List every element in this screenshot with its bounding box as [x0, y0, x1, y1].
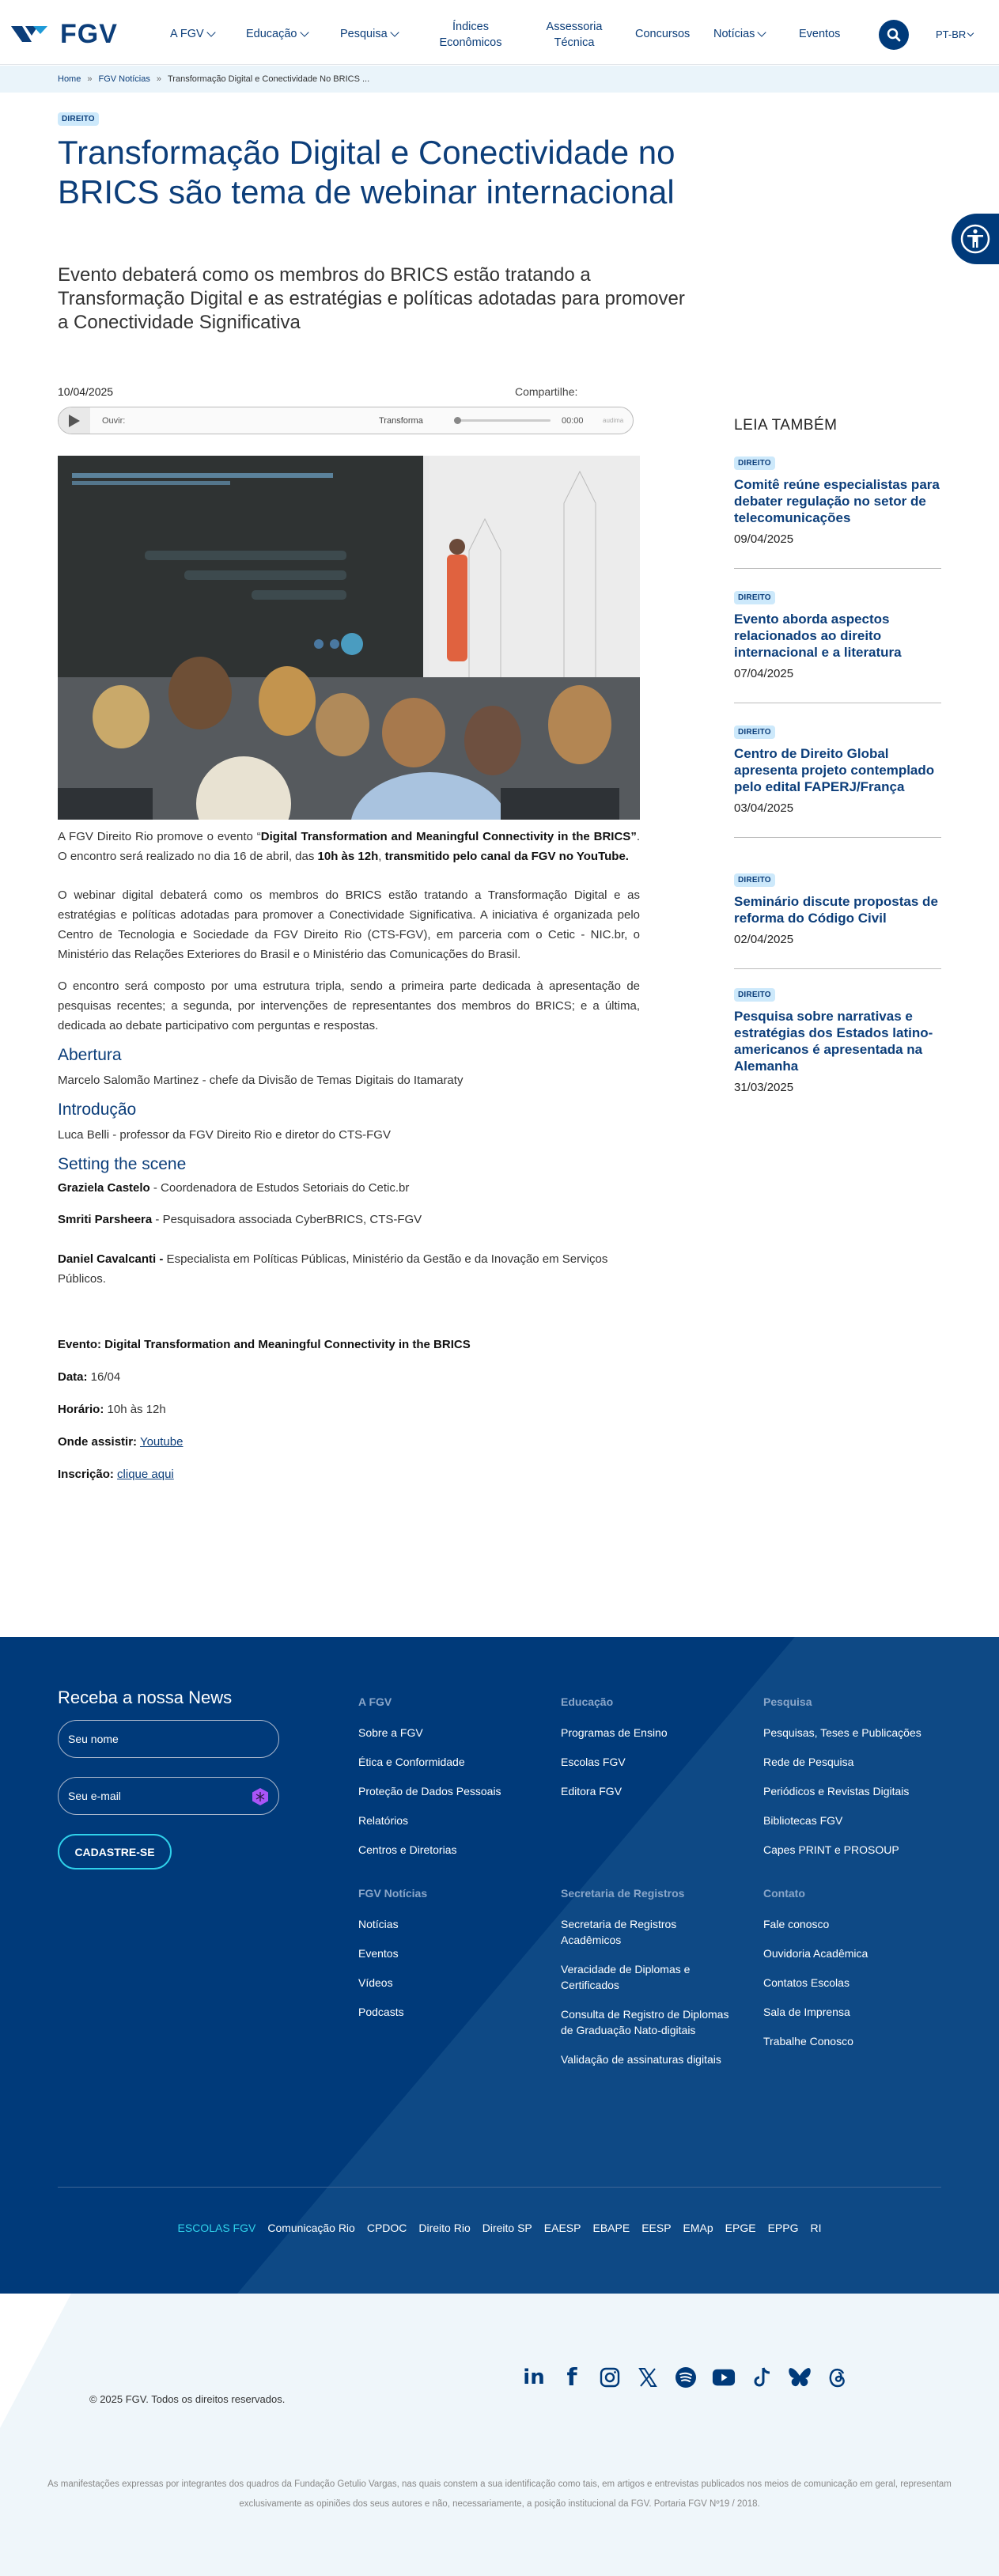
school-link[interactable]: RI [810, 2222, 822, 2234]
schools-bar [0, 2222, 999, 2234]
school-link[interactable]: Comunicação Rio [267, 2222, 355, 2234]
fgv-logo[interactable] [11, 21, 118, 47]
footer-link[interactable]: Rede de Pesquisa [763, 1756, 854, 1768]
player-brand: audima [603, 417, 624, 424]
nav-assessoria-tecnica[interactable] [538, 19, 611, 51]
footer-link[interactable]: Centros e Diretorias [358, 1843, 457, 1856]
school-link[interactable]: EPGE [725, 2222, 756, 2234]
footer-link[interactable]: Escolas FGV [561, 1756, 626, 1768]
nav-label: Assessoria Técnica [546, 21, 603, 49]
related-article-date: 02/04/2025 [734, 933, 794, 946]
footer-link[interactable]: Notícias [358, 1918, 399, 1930]
footer-link[interactable]: Proteção de Dados Pessoais [358, 1785, 501, 1798]
info-label: Inscrição: [58, 1468, 114, 1481]
footer-link[interactable]: Fale conosco [763, 1918, 830, 1930]
footer-col-secretaria [561, 1887, 735, 2081]
x-icon[interactable] [636, 2366, 660, 2389]
register-link[interactable]: clique aqui [117, 1468, 174, 1481]
language-label: PT-BR [936, 28, 967, 40]
event-audience-photo [58, 456, 640, 820]
play-button[interactable] [59, 407, 90, 434]
nav-label: Eventos [799, 28, 841, 40]
info-label: Data: [58, 1370, 88, 1384]
speaker-role: - Pesquisadora associada CyberBRICS, CTS-FGV [152, 1213, 422, 1226]
related-article-title[interactable]: Comitê reúne especialistas para debater regulação no setor de telecomunicações [734, 477, 940, 525]
nav-label: Concursos [635, 28, 691, 40]
related-article-title[interactable]: Centro de Direito Global apresenta projeto contemplado pelo edital FAPERJ/França [734, 746, 935, 794]
related-article[interactable] [734, 589, 941, 703]
category-tag[interactable]: DIREITO [58, 112, 99, 126]
footer-link[interactable]: Sobre a FGV [358, 1726, 423, 1739]
divider [734, 568, 941, 569]
paragraph-intro [58, 827, 640, 866]
footer-link[interactable]: Editora FGV [561, 1785, 622, 1798]
youtube-icon[interactable] [712, 2366, 736, 2389]
logo-text: FGV [60, 19, 118, 49]
footer-link[interactable]: Ética e Conformidade [358, 1756, 465, 1768]
related-article[interactable] [734, 987, 941, 1094]
breadcrumb [0, 66, 999, 93]
nav-pesquisa[interactable] [340, 26, 398, 42]
related-article-date: 03/04/2025 [734, 801, 794, 815]
info-horario [58, 1400, 640, 1419]
related-article-title[interactable]: Evento aborda aspectos relacionados ao direito internacional e a literatura [734, 612, 902, 660]
chevron-down-icon [300, 28, 308, 36]
breadcrumb-current: Transformação Digital e Conectividade No BRICS ... [168, 74, 370, 84]
nav-label: A FGV [170, 28, 204, 40]
player-label: Ouvir: [102, 415, 126, 426]
footer-link[interactable]: Veracidade de Diplomas e Certificados [561, 1963, 691, 1991]
related-article[interactable] [734, 724, 941, 838]
category-tag[interactable]: DIREITO [734, 988, 775, 1002]
paragraph-2: O webinar digital debaterá como os membros do BRICS estão tratando a Transformação Digital e as estratégias e políticas adotadas para promover a Conectividade Significativa. A iniciativa é organizada pelo Centro de Tecnologia e Sociedade da FGV Direito Rio (CTS-FGV), em parceria com o Cetic - NIC.br, o Ministério das Relações Exteriores do Brasil e o Ministério das Comunicações do Brasil. [58, 888, 640, 961]
breadcrumb-separator: » [156, 74, 161, 84]
related-article-date: 31/03/2025 [734, 1081, 794, 1094]
copyright: © 2025 FGV. Todos os direitos reservados. [89, 2393, 286, 2405]
player-track-name: Transforma [379, 415, 423, 426]
footer-link[interactable]: Validação de assinaturas digitais [561, 2053, 721, 2066]
search-icon [886, 27, 902, 43]
info-label: Horário: [58, 1403, 104, 1416]
footer-col-fgv-noticias [358, 1887, 548, 2033]
info-data [58, 1367, 640, 1387]
school-link[interactable]: CPDOC [366, 2222, 407, 2234]
schools-label: ESCOLAS FGV [177, 2222, 256, 2234]
spotify-icon[interactable] [674, 2366, 698, 2389]
speaker-name: Graziela Castelo [58, 1181, 150, 1195]
nav-noticias[interactable] [713, 26, 765, 42]
footer-link[interactable]: Vídeos [358, 1976, 393, 1989]
audio-player [58, 407, 634, 434]
footer-link[interactable]: Periódicos e Revistas Digitais [763, 1785, 910, 1798]
text: A FGV Direito Rio promove o evento “ [58, 830, 261, 843]
info-evento [58, 1335, 640, 1354]
footer-col-heading: Educação [561, 1695, 614, 1708]
speaker [58, 1210, 640, 1229]
bottom-diagonal-shape [0, 2294, 95, 2452]
tiktok-icon[interactable] [750, 2366, 774, 2389]
nav-label: Notícias [713, 28, 755, 40]
paragraph-3: O encontro será composto por uma estrutura tripla, sendo a primeira parte dedicada à apresentação de pesquisas recentes; a segunda, por intervenções de representantes dos membros do BRICS; e a última, dedicada ao debate participativo com perguntas e respostas. [58, 979, 640, 1032]
school-link[interactable]: EBAPE [592, 2222, 630, 2234]
threads-icon[interactable] [826, 2366, 850, 2389]
school-link[interactable]: EESP [641, 2222, 672, 2234]
nav-label: Pesquisa [340, 28, 388, 40]
related-article-title[interactable]: Seminário discute propostas de reforma do Código Civil [734, 894, 938, 926]
linkedin-icon[interactable]: in [523, 2366, 545, 2389]
autofill-extension-icon[interactable] [252, 1788, 269, 1805]
info-value: 10h às 12h [104, 1403, 166, 1416]
page-subtitle: Evento debaterá como os membros do BRICS estão tratando a Transformação Digital e as estratégias e políticas adotadas para promover a Conectividade Significativa [58, 264, 685, 333]
school-link[interactable]: Direito Rio [418, 2222, 471, 2234]
bottom-bar [0, 2294, 999, 2576]
nav-educacao[interactable] [246, 26, 308, 42]
player-time: 00:00 [562, 415, 584, 426]
related-article-title[interactable]: Pesquisa sobre narrativas e estratégias dos Estados latino-americanos é apresentada na Alemanha [734, 1009, 933, 1074]
email-placeholder: Seu e-mail [68, 1790, 121, 1802]
breadcrumb-home[interactable]: Home [58, 74, 81, 84]
newsletter-email-input[interactable] [58, 1777, 279, 1815]
footer-col-educacao [561, 1695, 751, 1813]
speaker [58, 1178, 640, 1198]
nav-label: Índices Econômicos [439, 21, 502, 49]
category-tag[interactable]: DIREITO [734, 456, 775, 470]
instagram-icon[interactable] [598, 2366, 622, 2389]
accessibility-icon [959, 223, 991, 255]
related-article-date: 09/04/2025 [734, 532, 794, 546]
legal-disclaimer: As manifestações expressas por integrantes dos quadros da Fundação Getulio Vargas, nas quais constem a sua identificação como tais, em artigos e entrevistas publicados nos meios de comunicação em geral, representam exclusivamente as opiniões dos seus autores e não, necessariamente, a posição institucional da FGV. Portaria FGV Nº19 / 2018. [47, 2479, 952, 2509]
info-value: 16/04 [87, 1370, 121, 1384]
school-link[interactable]: EMAp [683, 2222, 713, 2234]
footer-link[interactable]: Secretaria de Registros Acadêmicos [561, 1918, 677, 1946]
site-header [0, 0, 999, 65]
section-text-abertura: Marcelo Salomão Martinez - chefe da Divisão de Temas Digitais do Itamaraty [58, 1074, 464, 1087]
school-link[interactable]: Direito SP [482, 2222, 532, 2234]
footer-link[interactable]: Ouvidoria Acadêmica [763, 1947, 868, 1960]
player-progress-knob[interactable] [454, 417, 461, 424]
bluesky-icon[interactable] [788, 2366, 812, 2389]
event-name-bold: Digital Transformation and Meaningful Connectivity in the BRICS” [260, 830, 637, 843]
footer-col-heading: Contato [763, 1887, 805, 1900]
footer-link[interactable]: Podcasts [358, 2006, 404, 2018]
name-placeholder: Seu nome [68, 1733, 119, 1745]
nav-a-fgv[interactable] [170, 26, 214, 42]
fgv-logo-mark-icon [11, 25, 55, 44]
divider [734, 837, 941, 838]
newsletter-name-input[interactable] [58, 1720, 279, 1758]
youtube-link[interactable]: Youtube [139, 1435, 184, 1449]
footer-link[interactable]: Trabalhe Conosco [763, 2035, 853, 2048]
section-heading-abertura: Abertura [58, 1046, 122, 1064]
footer-col-heading: A FGV [358, 1695, 392, 1708]
info-inscricao [58, 1464, 640, 1484]
article-image [58, 456, 640, 820]
search-button[interactable] [879, 20, 909, 50]
article-body [58, 827, 640, 1484]
speaker-role: - Coordenadora de Estudos Setoriais do Cetic.br [149, 1181, 410, 1195]
school-link[interactable]: EPPG [767, 2222, 799, 2234]
section-text-introducao: Luca Belli - professor da FGV Direito Rio e diretor do CTS-FGV [58, 1128, 391, 1142]
play-icon [69, 415, 80, 427]
section-heading-introducao: Introdução [58, 1100, 137, 1119]
breadcrumb-fgv-noticias[interactable]: FGV Notícias [98, 74, 150, 84]
nav-concursos[interactable] [635, 26, 690, 42]
language-selector[interactable] [936, 28, 973, 40]
footer-col-contato [763, 1887, 953, 2063]
footer-link[interactable]: Pesquisas, Teses e Publicações [763, 1726, 921, 1739]
accessibility-button[interactable] [952, 214, 999, 264]
newsletter-heading: Receba a nossa News [58, 1688, 233, 1707]
speaker [58, 1249, 627, 1289]
info-value: Digital Transformation and Meaningful Connectivity in the BRICS [101, 1338, 471, 1351]
related-article-date: 07/04/2025 [734, 667, 794, 680]
info-label: Evento: [58, 1338, 102, 1351]
chevron-down-icon [390, 28, 399, 36]
chevron-down-icon [967, 29, 974, 36]
category-tag[interactable]: DIREITO [734, 873, 775, 887]
footer-link[interactable]: Eventos [358, 1947, 399, 1960]
player-progress-track[interactable] [454, 419, 551, 422]
breadcrumb-separator: » [87, 74, 93, 84]
text: , [378, 850, 385, 863]
nav-eventos[interactable] [799, 26, 840, 42]
text: . O encontro será realizado no dia 16 de abril, das [58, 830, 640, 863]
chevron-down-icon [206, 28, 215, 36]
category-tag[interactable]: DIREITO [734, 725, 775, 739]
footer-link[interactable]: Relatórios [358, 1814, 409, 1827]
footer-col-a-fgv [358, 1695, 548, 1871]
footer-divider [58, 2187, 941, 2188]
footer-link[interactable]: Sala de Imprensa [763, 2006, 850, 2018]
info-label: Onde assistir: [58, 1435, 138, 1449]
nav-label: Educação [246, 28, 297, 40]
footer-link[interactable]: Capes PRINT e PROSOUP [763, 1843, 899, 1856]
school-link[interactable]: EAESP [543, 2222, 581, 2234]
event-time-bold: 10h às 12h [317, 850, 379, 863]
footer-col-pesquisa [763, 1695, 953, 1871]
footer-col-heading: Pesquisa [763, 1695, 812, 1708]
speaker-role: Especialista em Políticas Públicas, Ministério da Gestão e da Inovação em Serviços Públicos. [58, 1252, 608, 1286]
nav-indices-economicos[interactable] [435, 19, 506, 51]
share-label: Compartilhe: [515, 385, 578, 398]
divider [734, 968, 941, 969]
footer-link[interactable]: Programas de Ensino [561, 1726, 668, 1739]
social-links [522, 2363, 850, 2392]
chevron-down-icon [758, 28, 766, 36]
footer-link[interactable]: Consulta de Registro de Diplomas de Graduação Nato-digitais [561, 2008, 729, 2036]
speaker-name: Daniel Cavalcanti - [58, 1252, 164, 1266]
footer-col-heading: FGV Notícias [358, 1887, 428, 1900]
footer-link[interactable]: Bibliotecas FGV [763, 1814, 843, 1827]
related-article[interactable] [734, 872, 941, 969]
category-tag[interactable]: DIREITO [734, 591, 775, 604]
info-onde-assistir [58, 1432, 640, 1452]
footer-link[interactable]: Contatos Escolas [763, 1976, 850, 1989]
facebook-icon[interactable]: f [566, 2363, 577, 2392]
speaker-name: Smriti Parsheera [58, 1213, 153, 1226]
publish-date: 10/04/2025 [58, 385, 114, 398]
broadcast-bold: transmitido pelo canal da FGV no YouTube. [384, 850, 629, 863]
sidebar-heading: LEIA TAMBÉM [734, 417, 838, 434]
section-heading-setting-the-scene: Setting the scene [58, 1155, 187, 1173]
footer-col-heading: Secretaria de Registros [561, 1887, 685, 1900]
page-title: Transformação Digital e Conectividade no BRICS são tema de webinar internacional [58, 134, 675, 210]
related-article[interactable] [734, 455, 941, 569]
subscribe-button[interactable]: CADASTRE-SE [58, 1834, 172, 1869]
